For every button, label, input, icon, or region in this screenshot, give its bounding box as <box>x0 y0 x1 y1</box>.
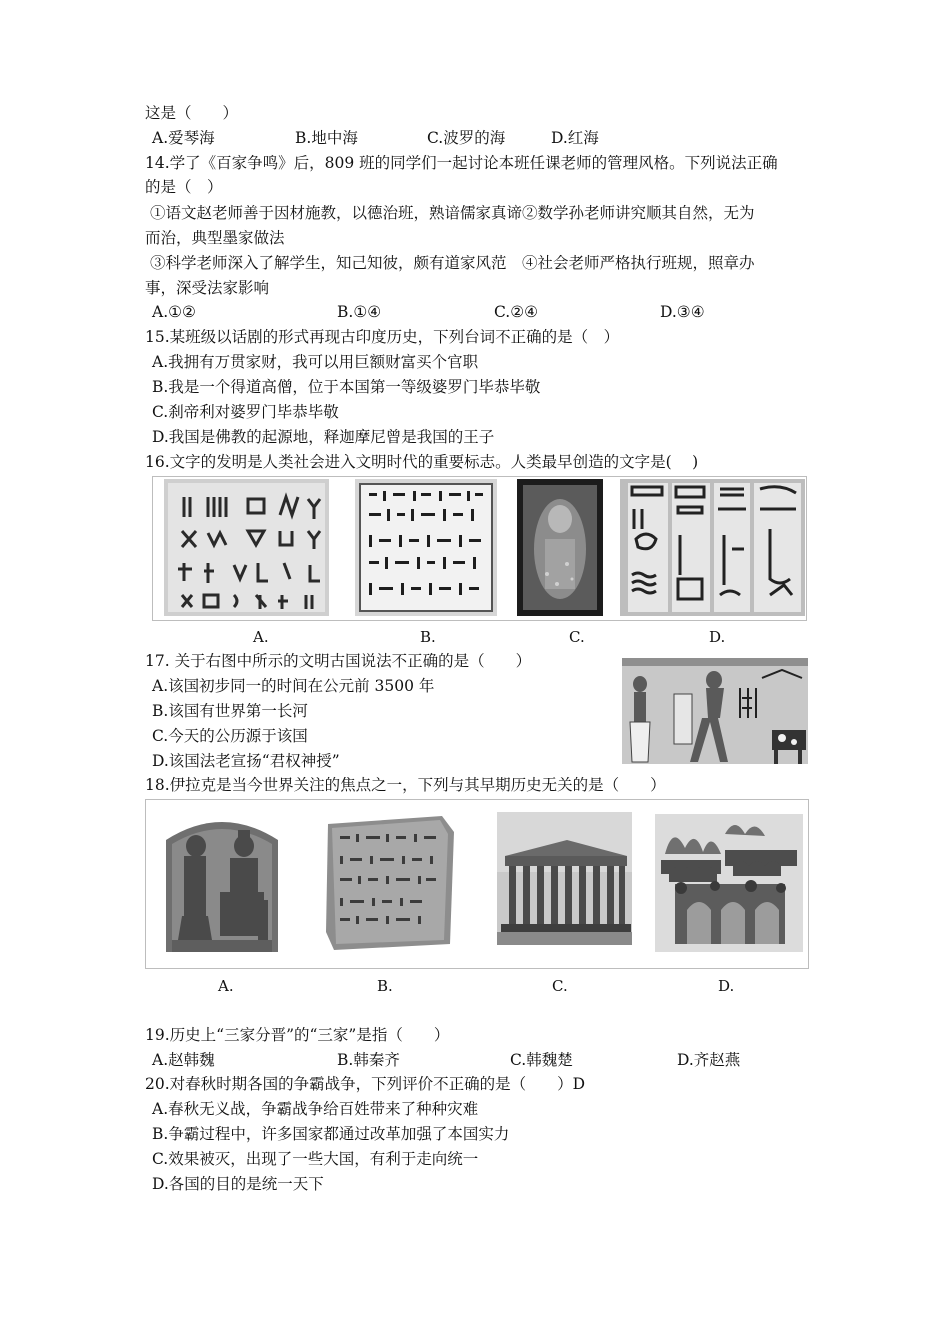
q17-option-a: A.该国初步同一的时间在公元前 3500 年 <box>152 677 435 695</box>
q14-stem-line2: 的是（ ） <box>145 178 223 196</box>
q13-stem-tail: 这是（ ） <box>145 104 239 122</box>
q16-image-d-hieroglyphs <box>620 479 805 616</box>
q13-option-a: A.爱琴海 <box>152 129 215 147</box>
q18-caption-a: A. <box>218 977 234 995</box>
q13-option-b: B.地中海 <box>295 129 358 147</box>
q20-option-b: B.争霸过程中，许多国家都通过改革加强了本国实力 <box>152 1125 510 1143</box>
q19-option-d: D.齐赵燕 <box>677 1051 741 1069</box>
q16-image-c-stone-stela <box>517 479 603 616</box>
q14-statement-line1: ①语文赵老师善于因材施教，以德治班，熟谙儒家真谛②数学孙老师讲究顺其自然，无为 <box>150 204 755 222</box>
q20-option-a: A.春秋无义战，争霸战争给百姓带来了种种灾难 <box>152 1100 479 1118</box>
q19-option-a: A.赵韩魏 <box>152 1051 215 1069</box>
q14-statement-line4: 事，深受法家影响 <box>145 279 270 297</box>
q16-stem: 16.文字的发明是人类社会进入文明时代的重要标志。人类最早创造的文字是( ) <box>145 453 699 471</box>
q18-caption-c: C. <box>552 977 568 995</box>
q18-image-b-inscribed-tablet <box>322 812 458 952</box>
q17-option-d: D.该国法老宣扬“君权神授” <box>152 752 340 770</box>
q18-stem: 18.伊拉克是当今世界关注的焦点之一，下列与其早期历史无关的是（ ） <box>145 776 666 794</box>
q17-option-b: B.该国有世界第一长河 <box>152 702 308 720</box>
q20-stem: 20.对春秋时期各国的争霸战争，下列评价不正确的是（ ）D <box>145 1075 586 1093</box>
q16-image-a-oracle-bone-script <box>164 479 329 616</box>
q19-option-b: B.韩秦齐 <box>337 1051 400 1069</box>
q20-option-d: D.各国的目的是统一天下 <box>152 1175 324 1193</box>
q17-stem: 17. 关于右图中所示的文明古国说法不正确的是（ ） <box>145 652 532 670</box>
q14-option-d: D.③④ <box>660 303 705 321</box>
q16-caption-a: A. <box>253 628 269 646</box>
q14-option-a: A.①② <box>152 303 196 321</box>
q17-image-egyptian-mural <box>622 658 808 764</box>
q15-option-d: D.我国是佛教的起源地，释迦摩尼曾是我国的王子 <box>152 428 495 446</box>
q15-option-c: C.刹帝利对婆罗门毕恭毕敬 <box>152 403 339 421</box>
q18-image-c-greek-temple <box>497 812 632 945</box>
q15-option-a: A.我拥有万贯家财，我可以用巨额财富买个官职 <box>152 353 479 371</box>
q19-stem: 19.历史上“三家分晋”的“三家”是指（ ） <box>145 1026 450 1044</box>
q14-stem-line1: 14.学了《百家争鸣》后，809 班的同学们一起讨论本班任课老师的管理风格。下列说法正确 <box>145 154 778 172</box>
q14-statement-line3: ③科学老师深入了解学生，知己知彼，颇有道家风范 ④社会老师严格执行班规，照章办 <box>150 254 755 272</box>
q19-option-c: C.韩魏楚 <box>510 1051 573 1069</box>
q17-option-c: C.今天的公历源于该国 <box>152 727 308 745</box>
q13-option-c: C.波罗的海 <box>427 129 506 147</box>
q15-option-b: B.我是一个得道高僧，位于本国第一等级婆罗门毕恭毕敬 <box>152 378 541 396</box>
q16-caption-d: D. <box>709 628 726 646</box>
q14-option-c: C.②④ <box>494 303 539 321</box>
q20-option-c: C.效果被灭，出现了一些大国，有利于走向统一 <box>152 1150 479 1168</box>
q18-caption-b: B. <box>377 977 393 995</box>
q14-option-b: B.①④ <box>337 303 382 321</box>
q18-image-d-hanging-gardens <box>655 814 803 952</box>
q16-caption-c: C. <box>569 628 585 646</box>
q18-image-a-hammurabi-stele <box>158 810 286 952</box>
q16-image-b-cuneiform <box>355 479 497 616</box>
q13-option-d: D.红海 <box>551 129 599 147</box>
q14-statement-line2: 而治，典型墨家做法 <box>145 229 285 247</box>
q18-caption-d: D. <box>718 977 735 995</box>
q15-stem: 15.某班级以话剧的形式再现古印度历史，下列台词不正确的是（ ） <box>145 328 620 346</box>
q16-caption-b: B. <box>420 628 436 646</box>
